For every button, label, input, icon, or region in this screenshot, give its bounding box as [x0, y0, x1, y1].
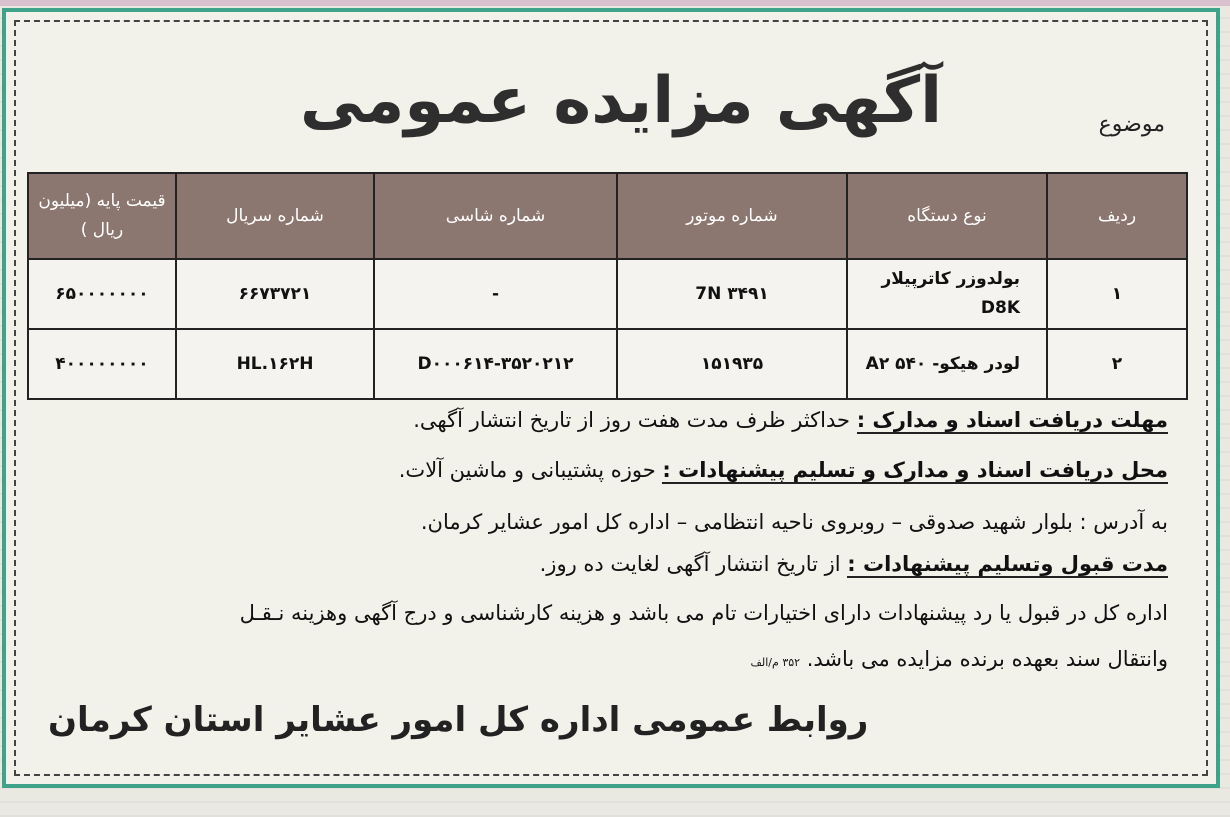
cell-base-price: ۶۵۰۰۰۰۰۰۰ [28, 259, 176, 329]
address-paragraph: به آدرس : بلوار شهید صدوقی – روبروی ناحیه انتظامی – اداره کل امور عشایر کرمان. [420, 510, 1168, 534]
col-header-serial-number: شماره سریال [176, 173, 374, 259]
place-paragraph [399, 458, 1168, 482]
subject-label: موضوع [1098, 112, 1165, 137]
cell-serial-number: HL.۱۶۲H [176, 329, 374, 399]
table-header-row [28, 173, 1187, 259]
cell-device-type: لودر هیکو- ۵۴۰ A۲ [847, 329, 1047, 399]
col-header-engine-number: شماره موتور [617, 173, 847, 259]
duration-heading: مدت قبول وتسلیم پیشنهادات : [847, 552, 1168, 576]
cell-chassis-number: - [374, 259, 617, 329]
col-header-device-type: نوع دستگاه [847, 173, 1047, 259]
deadline-heading: مهلت دریافت اسناد و مدارک : [856, 408, 1168, 432]
col-header-chassis-number: شماره شاسی [374, 173, 617, 259]
cell-row-number: ۲ [1047, 329, 1187, 399]
footer-signature: روابط عمومی اداره کل امور عشایر استان کرمان [48, 700, 869, 740]
col-header-base-price: قیمت پایه (میلیون ریال ) [28, 173, 176, 259]
cell-engine-number: 7N ۳۴۹۱ [617, 259, 847, 329]
duration-text: از تاریخ انتشار آگهی لغایت ده روز. [539, 552, 848, 576]
top-border-strip [0, 0, 1230, 6]
place-heading: محل دریافت اسناد و مدارک و تسلیم پیشنهادات : [662, 458, 1168, 482]
cell-serial-number: ۶۶۷۳۷۲۱ [176, 259, 374, 329]
table-row [28, 259, 1187, 329]
cell-base-price: ۴۰۰۰۰۰۰۰۰ [28, 329, 176, 399]
note-line-1: اداره کل در قبول یا رد پیشنهادات دارای اختیارات تام می باشد و هزینه کارشناسی و درج آگهی وهزینه نـقـل [239, 601, 1168, 625]
place-text: حوزه پشتیبانی و ماشین آلات. [398, 458, 663, 482]
items-table [27, 172, 1188, 400]
notice-title: آگهی مزایده عمومی [300, 64, 942, 138]
cell-device-type: بولدوزر کاترپیلار D8K [847, 259, 1047, 329]
cell-chassis-number: D۰۰۰۶۱۴-۳۵۲۰۲۱۲ [374, 329, 617, 399]
deadline-paragraph [413, 408, 1168, 432]
duration-paragraph [540, 552, 1168, 576]
deadline-text: حداکثر ظرف مدت هفت روز از تاریخ انتشار آگهی. [413, 408, 857, 432]
notice-code: ۳۵۲ م/الف [750, 656, 801, 669]
col-header-row-number: ردیف [1047, 173, 1187, 259]
table-row [28, 329, 1187, 399]
note-line-2-text: وانتقال سند بعهده برنده مزایده می باشد. [806, 647, 1168, 671]
cell-row-number: ۱ [1047, 259, 1187, 329]
cell-engine-number: ۱۵۱۹۳۵ [617, 329, 847, 399]
note-line-2 [751, 647, 1169, 671]
